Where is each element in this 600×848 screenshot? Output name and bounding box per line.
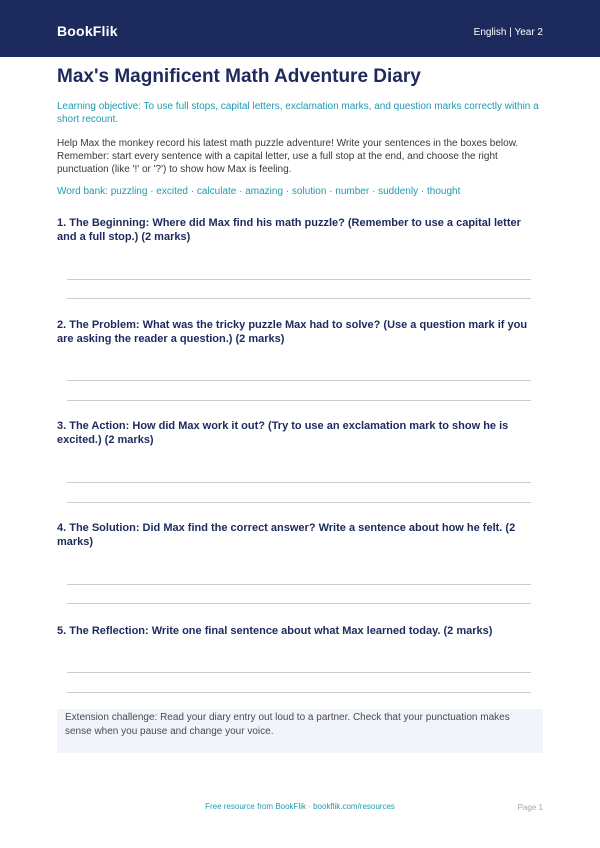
- answer-line[interactable]: [67, 279, 531, 280]
- question-3: 3. The Action: How did Max work it out? (Try to use an exclamation mark to show he is excited.) (2 marks): [57, 420, 509, 446]
- answer-line[interactable]: [67, 380, 531, 381]
- learning-objective: Learning objective: To use full stops, capital letters, exclamation marks, and question marks correctly within a short recount.: [57, 101, 539, 125]
- answer-line[interactable]: [67, 482, 531, 483]
- answer-line[interactable]: [67, 584, 531, 585]
- footer-credit[interactable]: Free resource from BookFlik · bookflik.com/resources: [205, 802, 395, 811]
- extension-text: Extension challenge: Read your diary entry out loud to a partner. Check that your punctuation makes sense when you pause and change your voice.: [65, 712, 510, 737]
- answer-line[interactable]: [67, 400, 531, 401]
- header-bar: [0, 0, 600, 57]
- question-4: 4. The Solution: Did Max find the correct answer? Write a sentence about how he felt. (2 marks): [57, 522, 516, 548]
- answer-line[interactable]: [67, 298, 531, 299]
- subject-year-label: English | Year 2: [473, 27, 543, 38]
- question-2: 2. The Problem: What was the tricky puzzle Max had to solve? (Use a question mark if you are asking the reader a question.) (2 marks): [57, 319, 528, 345]
- instructions: Help Max the monkey record his latest math puzzle adventure! Write your sentences in the boxes below. Remember: start every sentence with a capital letter, use a full stop at the end, and choose the right punctuation (like '!' or '?') to show how Max is feeling.: [57, 138, 519, 175]
- worksheet-title: Max's Magnificent Math Adventure Diary: [57, 66, 421, 87]
- page-number: Page 1: [517, 803, 543, 812]
- brand-logo[interactable]: BookFlik: [57, 23, 118, 39]
- word-bank: Word bank: puzzling · excited · calculate · amazing · solution · number · suddenly · thought: [57, 186, 461, 197]
- answer-line[interactable]: [67, 502, 531, 503]
- question-1: 1. The Beginning: Where did Max find his math puzzle? (Remember to use a capital letter and a full stop.) (2 marks): [57, 217, 521, 243]
- answer-line[interactable]: [67, 692, 531, 693]
- answer-line[interactable]: [67, 672, 531, 673]
- extension-challenge: [57, 709, 543, 753]
- question-5: 5. The Reflection: Write one final sentence about what Max learned today. (2 marks): [57, 625, 493, 637]
- answer-line[interactable]: [67, 603, 531, 604]
